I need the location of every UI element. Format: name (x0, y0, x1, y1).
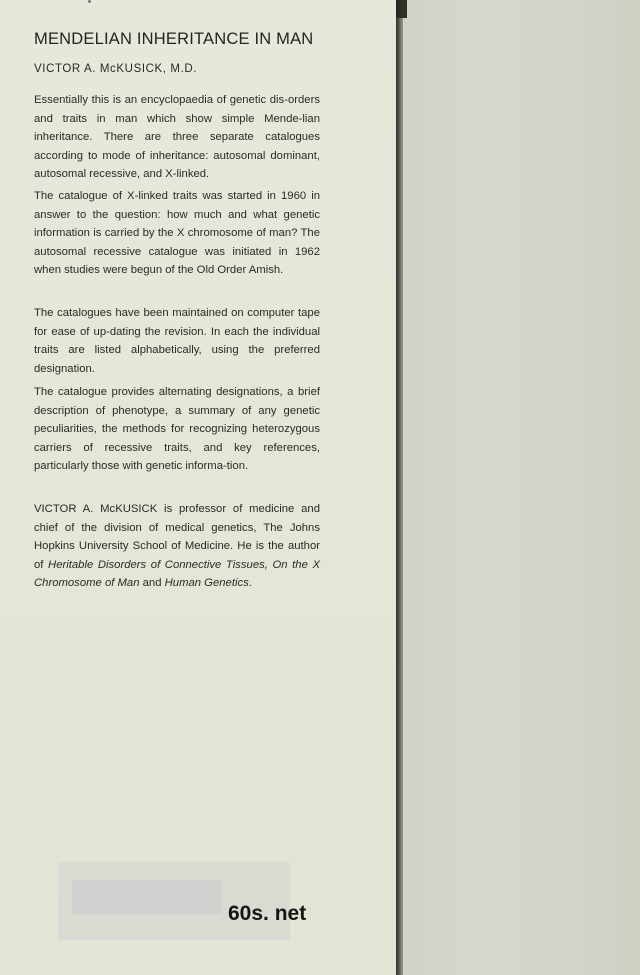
book-cover-board (400, 0, 640, 975)
author-bio-lead: VICTOR A. McKUSICK is professor of medicine and chief of the division of medical genetics, The Johns Hopkins University School of Medicine. He is the author of (34, 503, 320, 571)
cover-board-edge (395, 0, 403, 975)
description-paragraph-3: The catalogues have been maintained on computer tape for ease of up-dating the revision. In each the individual traits are listed alphabetically, using the preferred designation. (34, 307, 320, 375)
description-paragraph-4: The catalogue provides alternating designations, a brief description of phenotype, a summary of any genetic peculiarities, the methods for recognizing heterozygous carriers of recessive traits, and key references, particularly those with genetic informa-tion. (34, 386, 320, 472)
site-watermark: 60s. net (228, 902, 307, 925)
description-paragraph-2: The catalogue of X-linked traits was started in 1960 in answer to the question: how much and what genetic information is carried by the X chromosome of man? The autosomal recessive catalogue was initiated in 1962 when studies were begun of the Old Order Amish. (34, 190, 320, 276)
paper-speck (88, 0, 91, 3)
faded-stamp-band (72, 880, 222, 914)
author-bio-joiner: and (139, 577, 165, 589)
author-bio-end: . (248, 577, 252, 589)
book-title: MENDELIAN INHERITANCE IN MAN (34, 30, 314, 48)
description-paragraph-1: Essentially this is an encyclopaedia of genetic dis-orders and traits in man which show simple Mende-lian inheritance. There are three separate catalogues according to mode of inheritance: autosomal dominant, autosomal recessive, and X-linked. (34, 94, 320, 180)
author-bio (34, 500, 320, 593)
work-title-1: Heritable Disorders of Connective Tissues, On the X Chromosome of Man (34, 558, 320, 589)
work-title-2: Human Genetics (164, 577, 249, 589)
author-line: VICTOR A. McKUSICK, M.D. (34, 63, 198, 75)
